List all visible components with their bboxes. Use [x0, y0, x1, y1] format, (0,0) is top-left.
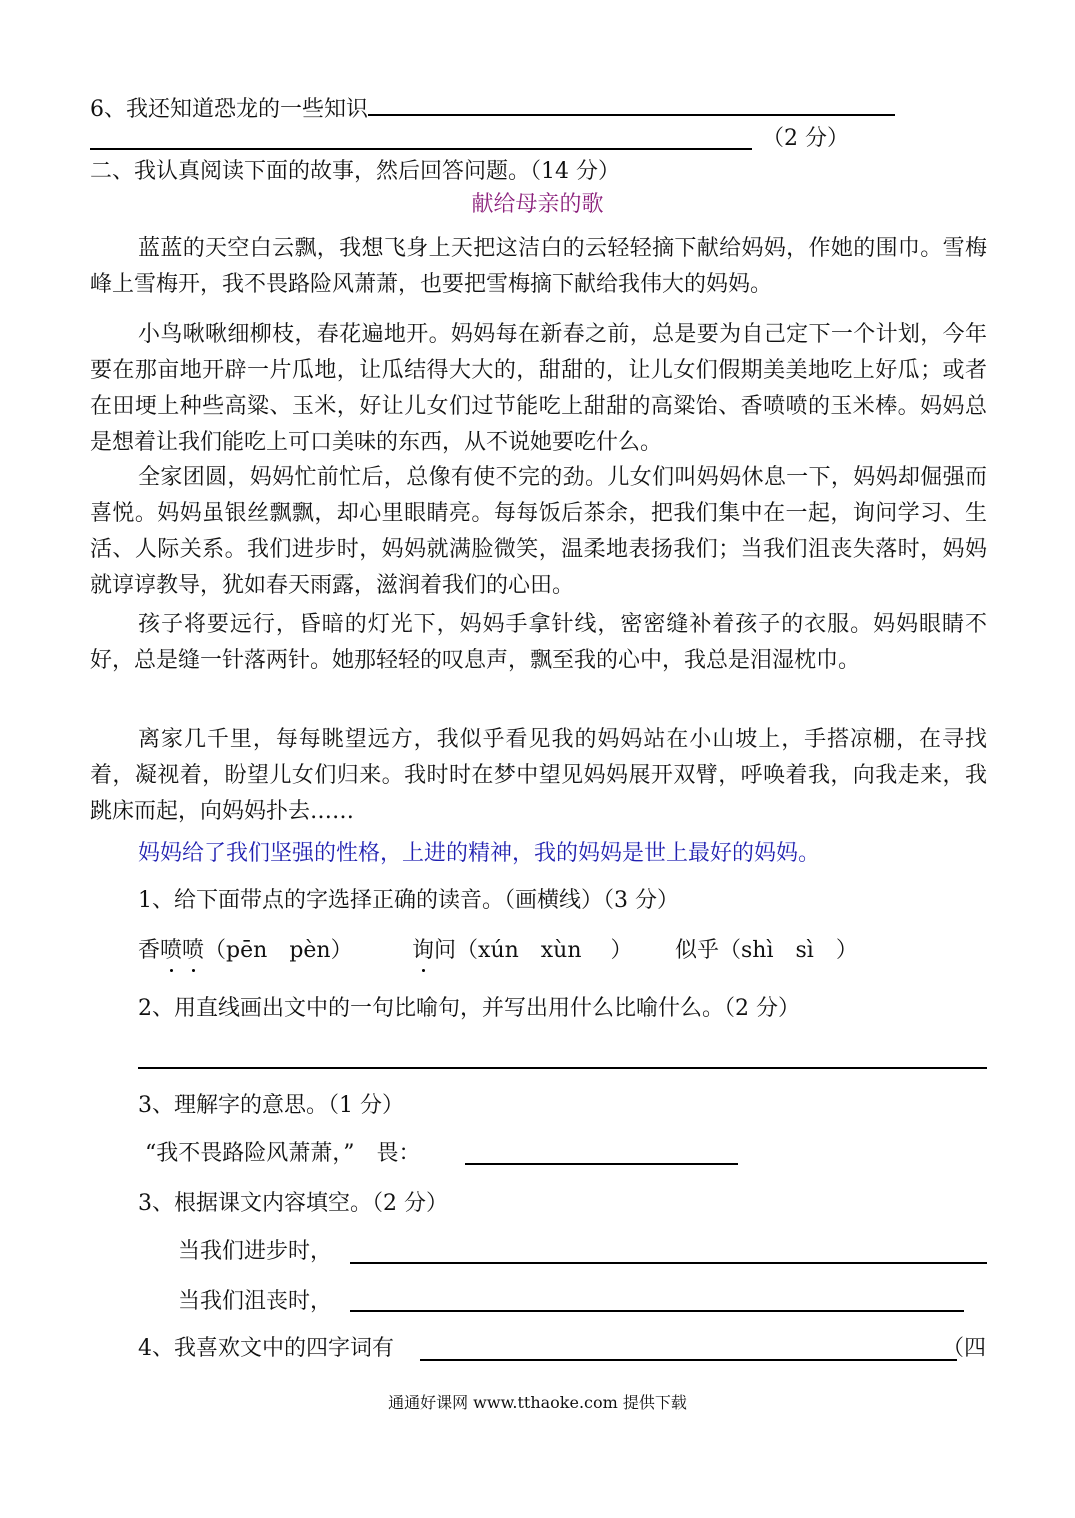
story-paragraph-5: 离家几千里，每每眺望远方，我似乎看见我的妈妈站在小山坡上，手搭凉棚，在寻找着，凝视着，盼望儿女们归来。我时时在梦中望见妈妈展开双臂，呼唤着我，向我走来，我跳床而起，向妈妈扑去……: [90, 727, 987, 824]
question-3b: 3、根据课文内容填空。（2 分）: [138, 1191, 448, 1216]
q1-item-b: [412, 937, 633, 965]
section-heading: 二、我认真阅读下面的故事，然后回答问题。（14 分）: [90, 159, 620, 184]
question-2: 2、用直线画出文中的一句比喻句，并写出用什么比喻什么。（2 分）: [138, 996, 800, 1021]
q6-line: [90, 92, 895, 124]
story-paragraph-4: 孩子将要远行，昏暗的灯光下，妈妈手拿针线，密密缝补着孩子的衣服。妈妈眼睛不好，总是缝一针落两针。她那轻轻的叹息声，飘至我的心中，我总是泪湿枕巾。: [90, 612, 987, 673]
q3b-answer-blank-2[interactable]: [350, 1310, 964, 1312]
question-3a: 3、理解字的意思。（1 分）: [138, 1093, 404, 1118]
story-paragraph-2: 小鸟啾啾细柳枝，春花遍地开。妈妈每在新春之前，总是要为自己定下一个计划，今年要在那亩地开辟一片瓜地，让瓜结得大大的，甜甜的，让儿女们假期美美地吃上好瓜；或者在田埂上种些高粱、玉米，好让儿女们过节能吃上甜甜的高粱饴、香喷喷的玉米棒。妈妈总是想着让我们能吃上可口美味的东西，从不说她要吃什么。: [90, 322, 987, 455]
story-paragraph-3: 全家团圆，妈妈忙前忙后，总像有使不完的劲。儿女们叫妈妈休息一下，妈妈却倔强而喜悦。妈妈虽银丝飘飘，却心里眼睛亮。每每饭后茶余，把我们集中在一起，询问学习、生活、人际关系。我们进步时，妈妈就满脸微笑，温柔地表扬我们；当我们沮丧失落时，妈妈就谆谆教导，犹如春天雨露，滋润着我们的心田。: [90, 465, 987, 598]
story-closing: 妈妈给了我们坚强的性格，上进的精神，我的妈妈是世上最好的妈妈。: [138, 841, 821, 866]
q6-answer-blank[interactable]: [368, 92, 895, 116]
q1-b-rest: 问: [434, 938, 457, 963]
q1-c-options[interactable]: （shì sì ）: [719, 938, 858, 963]
question-1: 1、给下面带点的字选择正确的读音。（画横线）（3 分）: [138, 888, 679, 913]
q4-tail: （四: [942, 1336, 987, 1361]
q1-c-word: 似乎: [675, 938, 720, 963]
q2-answer-line[interactable]: [138, 1067, 987, 1069]
q3a-prompt: “我不畏路险风萧萧，” 畏：: [145, 1141, 421, 1166]
q1-a-options[interactable]: （pēn pèn）: [204, 938, 353, 963]
q3b-line-2-label: 当我们沮丧时，: [178, 1289, 333, 1314]
q6-score: （2 分）: [762, 126, 849, 151]
page-footer: 通通好课网 www.tthaoke.com 提供下载: [388, 1393, 687, 1412]
q3b-answer-blank-1[interactable]: [350, 1262, 987, 1264]
q1-a-dotted-char-2: 喷: [182, 938, 205, 963]
q1-b-dotted-char: 询: [412, 938, 435, 963]
q3a-answer-blank[interactable]: [465, 1163, 738, 1165]
q1-item-c: [675, 937, 858, 965]
q6-text: 6、我还知道恐龙的一些知识: [90, 97, 368, 122]
q1-a-dotted-char-1: 喷: [160, 938, 183, 963]
story-paragraph-1: 蓝蓝的天空白云飘，我想飞身上天把这洁白的云轻轻摘下献给妈妈，作她的围巾。雪梅峰上雪梅开，我不畏路险风萧萧，也要把雪梅摘下献给我伟大的妈妈。: [90, 236, 987, 297]
q1-item-a: [138, 937, 353, 965]
question-4: 4、我喜欢文中的四字词有: [138, 1336, 394, 1361]
q3b-line-1-label: 当我们进步时，: [178, 1239, 333, 1264]
q1-a-prefix: 香: [138, 938, 161, 963]
q6-answer-line-2[interactable]: [90, 148, 752, 150]
story-title: 献给母亲的歌: [471, 192, 604, 217]
q3a-line: [145, 1140, 421, 1168]
q4-answer-blank[interactable]: [420, 1359, 957, 1361]
q1-b-options[interactable]: （xún xùn ）: [456, 938, 633, 963]
